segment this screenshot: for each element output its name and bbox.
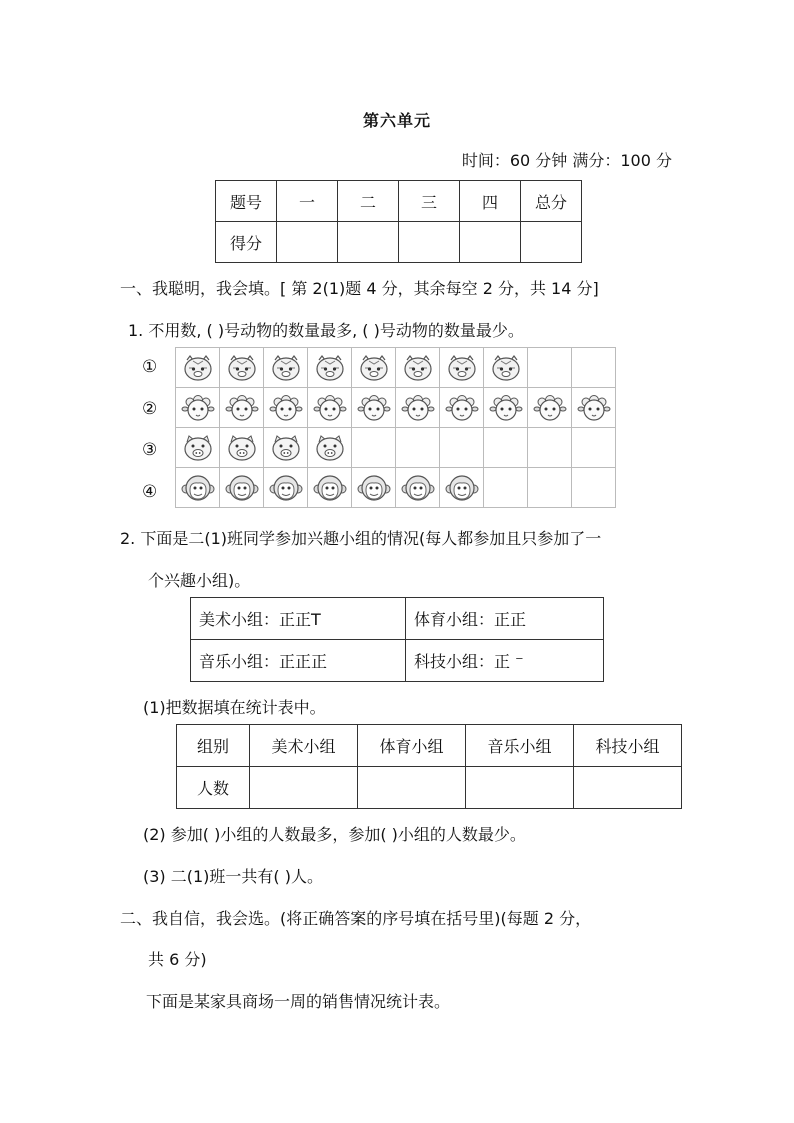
score-cell[interactable]	[399, 222, 460, 263]
tally-cell-science: 科技小组：正 ⁻	[406, 640, 604, 682]
monkey-icon	[225, 477, 259, 496]
stat-header: 科技小组	[574, 725, 682, 767]
statistics-table	[176, 724, 682, 809]
section2-heading-line2: 共 6 分)	[148, 950, 207, 969]
pig-icon	[269, 437, 303, 456]
animal-row	[176, 468, 616, 508]
grid-cell	[572, 348, 616, 388]
row-label-3: ③	[142, 440, 158, 460]
grid-cell	[352, 428, 396, 468]
stat-header: 美术小组	[250, 725, 358, 767]
tiger-icon	[445, 357, 479, 376]
question-1-text: 1. 不用数, ( )号动物的数量最多, ( )号动物的数量最少。	[128, 321, 524, 340]
score-header-row	[216, 181, 582, 222]
stat-header: 音乐小组	[466, 725, 574, 767]
score-table	[215, 180, 582, 263]
stat-row-label: 人数	[177, 767, 250, 809]
section2-heading-line1: 二、我自信，我会选。(将正确答案的序号填在括号里)(每题 2 分，	[120, 909, 592, 928]
grid-cell	[264, 468, 308, 508]
grid-cell	[440, 428, 484, 468]
score-header: 四	[460, 181, 521, 222]
grid-cell	[528, 468, 572, 508]
sheep-icon	[269, 397, 303, 416]
grid-cell	[220, 468, 264, 508]
sheep-icon	[181, 397, 215, 416]
score-cell[interactable]	[277, 222, 338, 263]
tiger-icon	[225, 357, 259, 376]
sub-question-3: (3) 二(1)班一共有( )人。	[143, 867, 323, 886]
sub-question-2: (2) 参加( )小组的人数最多，参加( )小组的人数最少。	[143, 825, 526, 844]
pig-icon	[225, 437, 259, 456]
animal-row	[176, 428, 616, 468]
monkey-icon	[445, 477, 479, 496]
score-cell[interactable]	[460, 222, 521, 263]
score-header: 总分	[521, 181, 582, 222]
tally-row	[191, 598, 604, 640]
grid-cell	[220, 388, 264, 428]
section1-heading: 一、我聪明，我会填。[ 第 2(1)题 4 分，其余每空 2 分，共 14 分]	[120, 279, 599, 298]
grid-cell	[440, 468, 484, 508]
animal-count-grid	[175, 347, 616, 508]
grid-cell	[176, 428, 220, 468]
tiger-icon	[269, 357, 303, 376]
monkey-icon	[357, 477, 391, 496]
grid-cell	[528, 388, 572, 428]
grid-cell	[528, 348, 572, 388]
grid-cell	[264, 348, 308, 388]
grid-cell	[308, 468, 352, 508]
sheep-icon	[489, 397, 523, 416]
row-label-1: ①	[142, 357, 158, 377]
grid-cell	[440, 388, 484, 428]
pig-icon	[313, 437, 347, 456]
sheep-icon	[225, 397, 259, 416]
grid-cell	[484, 468, 528, 508]
grid-cell	[396, 348, 440, 388]
grid-cell	[572, 428, 616, 468]
sheep-icon	[357, 397, 391, 416]
monkey-icon	[269, 477, 303, 496]
grid-cell	[484, 348, 528, 388]
stat-header-row	[177, 725, 682, 767]
stat-input-cell[interactable]	[466, 767, 574, 809]
score-header: 一	[277, 181, 338, 222]
tally-cell-sports: 体育小组：正正	[406, 598, 604, 640]
score-row-label: 得分	[216, 222, 277, 263]
monkey-icon	[401, 477, 435, 496]
grid-cell	[308, 428, 352, 468]
grid-cell	[176, 348, 220, 388]
tiger-icon	[357, 357, 391, 376]
grid-cell	[528, 428, 572, 468]
monkey-icon	[181, 477, 215, 496]
tiger-icon	[313, 357, 347, 376]
animal-row	[176, 348, 616, 388]
grid-cell	[484, 388, 528, 428]
tiger-icon	[181, 357, 215, 376]
grid-cell	[220, 348, 264, 388]
score-cell[interactable]	[338, 222, 399, 263]
stat-input-cell[interactable]	[358, 767, 466, 809]
pig-icon	[181, 437, 215, 456]
score-cell[interactable]	[521, 222, 582, 263]
grid-cell	[264, 388, 308, 428]
stat-header: 组别	[177, 725, 250, 767]
tally-cell-art: 美术小组：正正T	[191, 598, 406, 640]
score-header: 二	[338, 181, 399, 222]
grid-cell	[396, 388, 440, 428]
grid-cell	[396, 428, 440, 468]
grid-cell	[484, 428, 528, 468]
question-2-text-line1: 2. 下面是二(1)班同学参加兴趣小组的情况(每人都参加且只参加了一	[120, 529, 602, 548]
page-title: 第六单元	[362, 111, 431, 130]
tally-table	[190, 597, 604, 682]
sheep-icon	[445, 397, 479, 416]
time-and-score-info: 时间：60 分钟 满分：100 分	[461, 151, 672, 170]
tiger-icon	[401, 357, 435, 376]
row-label-2: ②	[142, 399, 158, 419]
stat-input-cell[interactable]	[574, 767, 682, 809]
grid-cell	[264, 428, 308, 468]
tiger-icon	[489, 357, 523, 376]
grid-cell	[176, 388, 220, 428]
tally-cell-music: 音乐小组：正正正	[191, 640, 406, 682]
tally-row	[191, 640, 604, 682]
row-label-4: ④	[142, 482, 158, 502]
score-row	[216, 222, 582, 263]
grid-cell	[396, 468, 440, 508]
section2-intro: 下面是某家具商场一周的销售情况统计表。	[146, 992, 451, 1011]
grid-cell	[220, 428, 264, 468]
grid-cell	[352, 468, 396, 508]
sheep-icon	[577, 397, 611, 416]
score-header: 三	[399, 181, 460, 222]
stat-data-row	[177, 767, 682, 809]
grid-cell	[352, 348, 396, 388]
sub-question-1: (1)把数据填在统计表中。	[143, 698, 326, 717]
score-header: 题号	[216, 181, 277, 222]
grid-cell	[176, 468, 220, 508]
sheep-icon	[533, 397, 567, 416]
stat-header: 体育小组	[358, 725, 466, 767]
grid-cell	[572, 468, 616, 508]
stat-input-cell[interactable]	[250, 767, 358, 809]
sheep-icon	[313, 397, 347, 416]
grid-cell	[440, 348, 484, 388]
monkey-icon	[313, 477, 347, 496]
grid-cell	[352, 388, 396, 428]
sheep-icon	[401, 397, 435, 416]
animal-row	[176, 388, 616, 428]
grid-cell	[308, 348, 352, 388]
question-2-text-line2: 个兴趣小组)。	[148, 571, 251, 590]
grid-cell	[572, 388, 616, 428]
grid-cell	[308, 388, 352, 428]
